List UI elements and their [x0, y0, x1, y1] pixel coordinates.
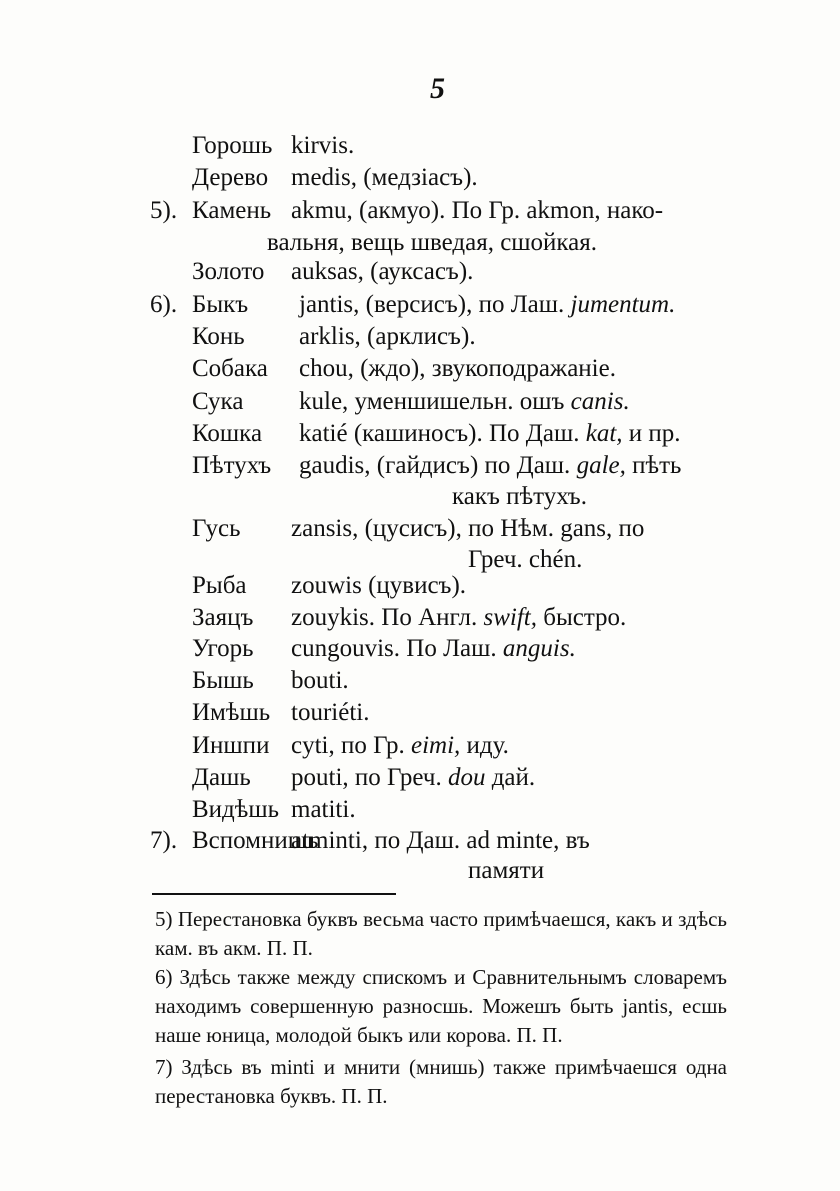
- entry-gloss-tail: иду.: [466, 732, 509, 759]
- entry-headword: Вспомнишь: [192, 827, 319, 854]
- entry-gloss: [291, 698, 369, 728]
- entry-gloss-text: chou, (ждо), звукоподражаніе.: [299, 355, 616, 382]
- entry-italic-word: swift,: [483, 604, 537, 631]
- entry-gloss-text: kirvis.: [291, 132, 355, 159]
- entry-gloss: [291, 763, 535, 793]
- entry-number: 5).: [150, 197, 178, 224]
- entry-gloss-tail: дай.: [491, 764, 536, 791]
- entry-gloss: [291, 514, 644, 544]
- entry-headword: Кошка: [192, 420, 263, 447]
- entry-headword: Заяцъ: [192, 604, 254, 631]
- footnote-7: 7) Здѣсь въ minti и мнити (мнишь) также примѣчаешся одна перестановка буквъ. П. П.: [155, 1055, 727, 1108]
- entry-gloss: [299, 354, 616, 384]
- entry-gloss-text: touriéti.: [291, 699, 370, 726]
- page-number: 5: [430, 72, 445, 105]
- entry-number: 7).: [150, 827, 178, 854]
- entry-italic-word: gale,: [576, 452, 626, 479]
- entry-headword: Угорь: [192, 635, 254, 662]
- entry-headword: Рыба: [192, 572, 247, 599]
- entry-italic-word: jumentum.: [570, 291, 676, 318]
- entry-headword: Быкъ: [192, 291, 249, 318]
- entry-headword: Пѣтухъ: [192, 452, 272, 479]
- entry-gloss-text: jantis, (версисъ), по Лаш.: [299, 291, 565, 318]
- entry-gloss-text: pouti, по Греч.: [291, 764, 442, 791]
- entry-headword: Дерево: [192, 164, 269, 191]
- entry-italic-word: kat,: [585, 420, 623, 447]
- entry-gloss-text: auksas, (ауксасъ).: [291, 258, 474, 285]
- entry-gloss: [291, 571, 466, 601]
- entry-gloss-text: zouwis (цувисъ).: [291, 572, 467, 599]
- entry-gloss-text: medis, (медзіасъ).: [291, 164, 478, 191]
- entry-headword: Иншпи: [192, 732, 270, 759]
- entry-gloss-text: gaudis, (гайдисъ) по Даш.: [299, 452, 571, 479]
- entry-gloss-text: katié (кашиносъ). По Даш.: [299, 420, 580, 447]
- entry-headword: Видѣшь: [192, 796, 279, 823]
- entry-headword: Дашь: [192, 764, 251, 791]
- entry-continuation: вальня, вещь шведая, сшойкая.: [267, 229, 598, 256]
- entry-gloss-text: zouykis. По Англ.: [291, 604, 478, 631]
- entry-gloss-text: akmu, (акмуо). По Гр. akmon, нако-: [291, 197, 664, 224]
- entry-gloss-text: arklis, (арклисъ).: [299, 323, 476, 350]
- entry-headword: Гусь: [192, 515, 241, 542]
- entry-gloss: [299, 419, 681, 449]
- entry-gloss-tail: пѣть: [632, 452, 682, 479]
- entry-gloss: [291, 163, 478, 193]
- entry-gloss-text: cungouvis. По Лаш.: [291, 635, 497, 662]
- entry-gloss: [291, 666, 349, 696]
- entry-headword: Камень: [192, 197, 272, 224]
- entry-gloss: [299, 451, 681, 481]
- entry-headword: Собака: [192, 355, 268, 382]
- entry-italic-word: canis.: [570, 388, 630, 415]
- entry-gloss-text: bouti.: [291, 667, 349, 694]
- entry-headword: Конь: [192, 323, 245, 350]
- footnote-6: 6) Здѣсь также между спискомъ и Сравнительнымъ словаремъ находимъ совершенную разносшь. Можешъ быть jantis, есшь наше юница, молодой быкъ или корова. П. П.: [155, 965, 727, 1047]
- entry-gloss: [291, 131, 354, 161]
- entry-gloss-text: atminti, по Даш. ad minte, въ: [291, 827, 590, 854]
- entry-continuation: памяти: [468, 857, 545, 884]
- entry-gloss-tail: быстро.: [543, 604, 627, 631]
- entry-gloss: [291, 731, 509, 761]
- entry-continuation: Греч. chén.: [468, 546, 583, 573]
- entry-headword: Имѣшь: [192, 699, 271, 726]
- footnote-divider: [152, 893, 396, 895]
- entry-headword: Горошь: [192, 132, 273, 159]
- entry-italic-word: eimi,: [411, 732, 461, 759]
- entry-gloss: [291, 826, 590, 856]
- entry-gloss: [291, 196, 663, 226]
- entry-gloss: [299, 290, 675, 320]
- entry-headword: Бышь: [192, 667, 254, 694]
- entry-gloss-text: matiti.: [291, 796, 356, 823]
- entry-gloss-text: cyti, по Гр.: [291, 732, 405, 759]
- entry-gloss-text: zansis, (цусисъ), по Нѣм. gans, по: [291, 515, 645, 542]
- entry-italic-word: anguis.: [502, 635, 576, 662]
- entry-continuation: какъ пѣтухъ.: [452, 483, 587, 510]
- entry-number: 6).: [150, 291, 178, 318]
- footnote-5: 5) Перестановка буквъ весьма часто примѣчаешся, какъ и здѣсь кам. въ акм. П. П.: [155, 907, 727, 960]
- entry-gloss: [291, 257, 473, 287]
- entry-headword: Сука: [192, 388, 244, 415]
- entry-gloss: [291, 603, 626, 633]
- entry-gloss-tail: и пр.: [628, 420, 681, 447]
- entry-gloss: [291, 795, 356, 825]
- entry-gloss-text: kule, уменшишельн. ошъ: [299, 388, 565, 415]
- entry-gloss: [299, 387, 630, 417]
- entry-headword: Золото: [192, 258, 265, 285]
- entry-gloss: [291, 634, 576, 664]
- entry-italic-word: dou: [447, 764, 486, 791]
- entry-gloss: [299, 322, 476, 352]
